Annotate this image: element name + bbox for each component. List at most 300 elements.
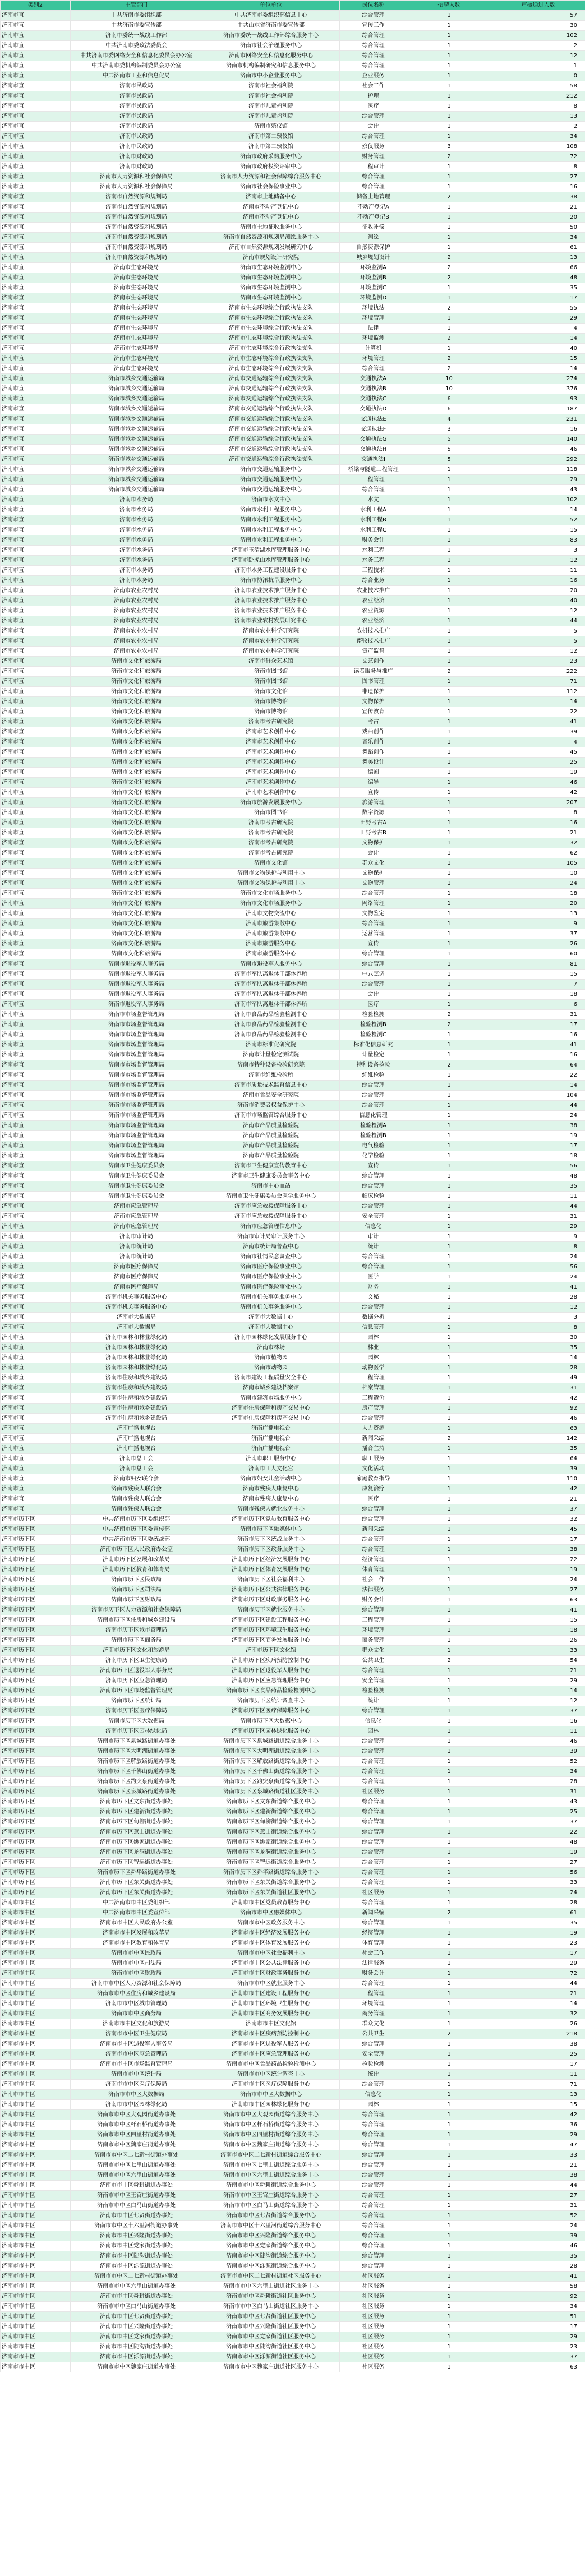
cell-department: 济南市统计局 <box>71 1242 202 1252</box>
table-row <box>1 697 585 707</box>
cell-department: 济南市应急管理局 <box>71 1202 202 1212</box>
table-row <box>1 1282 585 1292</box>
cell-unit: 济南市残疾人康复中心 <box>202 1494 340 1504</box>
table-row <box>1 243 585 253</box>
cell-unit: 济南市规划设计研究院 <box>202 253 340 263</box>
cell-department: 济南市生态环境局 <box>71 283 202 293</box>
cell-headcount: 1 <box>407 1515 491 1525</box>
cell-unit: 济南市旅游集散中心 <box>202 929 340 939</box>
cell-approved: 46 <box>491 2241 585 2251</box>
table-row <box>1 808 585 818</box>
table-row <box>1 778 585 788</box>
cell-headcount: 1 <box>407 2181 491 2191</box>
cell-approved: 5 <box>491 636 585 647</box>
cell-unit: 济南市质量技术监督信息中心 <box>202 1081 340 1091</box>
cell-approved: 102 <box>491 495 585 505</box>
cell-headcount: 1 <box>407 1545 491 1555</box>
cell-unit: 中共山东省济南市委宣传部 <box>202 21 340 31</box>
cell-unit: 济南市市中区魏家庄街道社区服务中心 <box>202 2362 340 2372</box>
cell-category: 济南市市中区 <box>1 2292 71 2302</box>
cell-position: 文秘 <box>340 1292 407 1303</box>
cell-position: 社会工作 <box>340 1575 407 1585</box>
cell-department: 济南市卫生健康委员会 <box>71 1181 202 1192</box>
table-row <box>1 1393 585 1404</box>
cell-position: 考古 <box>340 717 407 727</box>
cell-approved: 52 <box>491 515 585 525</box>
cell-category: 济南市直 <box>1 142 71 152</box>
cell-headcount: 5 <box>407 455 491 465</box>
cell-category: 济南市直 <box>1 1292 71 1303</box>
cell-department: 济南市市中区白马山街道办事处 <box>71 2302 202 2312</box>
cell-category: 济南市市中区 <box>1 1908 71 1918</box>
cell-category: 济南市直 <box>1 324 71 334</box>
cell-approved: 21 <box>491 202 585 213</box>
table-row <box>1 636 585 647</box>
cell-approved: 26 <box>491 939 585 949</box>
cell-unit: 济南市第二殡仪馆 <box>202 132 340 142</box>
cell-department: 济南市卫生健康委员会 <box>71 1161 202 1171</box>
cell-headcount: 2 <box>407 273 491 283</box>
cell-unit: 济南市住房保障和房产交易中心 <box>202 1404 340 1414</box>
cell-headcount: 1 <box>407 1999 491 2009</box>
cell-department: 济南市市中区陡沟街道办事处 <box>71 2251 202 2261</box>
cell-department: 济南市市中区党家街道办事处 <box>71 2332 202 2342</box>
cell-category: 济南市直 <box>1 1050 71 1060</box>
cell-category: 济南市直 <box>1 788 71 798</box>
cell-headcount: 1 <box>407 657 491 667</box>
cell-category: 济南市直 <box>1 808 71 818</box>
cell-unit: 济南市中心血站 <box>202 1181 340 1192</box>
cell-department: 济南市历下区泉城路街道办事处 <box>71 1787 202 1797</box>
cell-approved: 22 <box>491 707 585 717</box>
cell-category: 济南市市中区 <box>1 2282 71 2292</box>
cell-category: 济南市市中区 <box>1 2039 71 2049</box>
table-row <box>1 2029 585 2039</box>
cell-approved: 17 <box>491 1141 585 1151</box>
cell-unit: 济南市农业农村发展研究中心 <box>202 616 340 626</box>
cell-headcount: 1 <box>407 2261 491 2272</box>
cell-department: 济南市城乡交通运输局 <box>71 485 202 495</box>
cell-headcount: 1 <box>407 1646 491 1656</box>
cell-department: 济南市卫生健康委员会 <box>71 1192 202 1202</box>
cell-unit: 济南市生态环境综合行政执法支队 <box>202 324 340 334</box>
cell-category: 济南市市中区 <box>1 1949 71 1959</box>
cell-department: 济南市市中区七贤街道办事处 <box>71 2312 202 2322</box>
cell-department: 济南市历下区医疗保障局 <box>71 1706 202 1716</box>
cell-department: 济南市历下区应急管理局 <box>71 1676 202 1686</box>
cell-headcount: 1 <box>407 81 491 91</box>
cell-position: 环境管理 <box>340 354 407 364</box>
table-row <box>1 1323 585 1333</box>
cell-unit: 济南市卫生健康委员会事务中心 <box>202 1171 340 1181</box>
table-row <box>1 303 585 313</box>
cell-headcount: 1 <box>407 2019 491 2029</box>
cell-position: 会计 <box>340 122 407 132</box>
cell-category: 济南市市中区 <box>1 1979 71 1989</box>
cell-category: 济南市直 <box>1 81 71 91</box>
cell-department: 中共济南市委网络安全和信息化委员会办公室 <box>71 51 202 61</box>
cell-headcount: 1 <box>407 2251 491 2261</box>
cell-approved: 24 <box>491 879 585 889</box>
cell-department: 济南市生态环境局 <box>71 303 202 313</box>
cell-approved: 60 <box>491 949 585 959</box>
cell-approved: 42 <box>491 2110 585 2120</box>
table-row <box>1 1898 585 1908</box>
cell-category: 济南市直 <box>1 122 71 132</box>
cell-department: 济南市生态环境局 <box>71 334 202 344</box>
cell-position: 安全管理 <box>340 2049 407 2060</box>
cell-position: 检验检测 <box>340 2060 407 2070</box>
table-row <box>1 505 585 515</box>
cell-category: 济南市直 <box>1 1070 71 1081</box>
table-row <box>1 1434 585 1444</box>
cell-position: 商务管理 <box>340 1636 407 1646</box>
cell-position: 交通执法I <box>340 455 407 465</box>
cell-approved: 38 <box>491 192 585 202</box>
cell-category: 济南市直 <box>1 556 71 566</box>
cell-category: 济南市市中区 <box>1 2251 71 2261</box>
cell-category: 济南市直 <box>1 848 71 858</box>
cell-position: 公共卫生 <box>340 1656 407 1666</box>
cell-approved: 23 <box>491 657 585 667</box>
cell-headcount: 1 <box>407 41 491 51</box>
cell-department: 济南市历下区文化和旅游局 <box>71 1646 202 1656</box>
cell-category: 济南市直 <box>1 1232 71 1242</box>
cell-department: 济南市文化和旅游局 <box>71 858 202 869</box>
cell-headcount: 1 <box>407 1938 491 1949</box>
table-row <box>1 899 585 909</box>
cell-headcount: 1 <box>407 1101 491 1111</box>
cell-approved: 37 <box>491 1706 585 1716</box>
cell-headcount: 1 <box>407 697 491 707</box>
table-row <box>1 2019 585 2029</box>
table-row <box>1 949 585 959</box>
cell-position: 综合管理 <box>340 1535 407 1545</box>
table-row <box>1 1696 585 1706</box>
cell-approved: 83 <box>491 535 585 546</box>
table-row <box>1 747 585 758</box>
cell-headcount: 1 <box>407 606 491 616</box>
cell-headcount: 1 <box>407 768 491 778</box>
cell-headcount: 1 <box>407 2241 491 2251</box>
cell-approved: 8 <box>491 1323 585 1333</box>
cell-category: 济南市历下区 <box>1 1848 71 1858</box>
cell-unit: 济南市市中区建设工程服务中心 <box>202 1989 340 1999</box>
table-row <box>1 404 585 414</box>
cell-unit: 济南市防汛抗旱服务中心 <box>202 576 340 586</box>
cell-approved: 45 <box>491 747 585 758</box>
cell-approved: 24 <box>491 1272 585 1282</box>
cell-department: 济南市大数据局 <box>71 1313 202 1323</box>
cell-position: 交通执法E <box>340 414 407 424</box>
cell-category: 济南市直 <box>1 1444 71 1454</box>
cell-position: 综合管理 <box>340 2201 407 2211</box>
cell-headcount: 1 <box>407 1817 491 1827</box>
cell-headcount: 1 <box>407 2120 491 2130</box>
cell-department: 济南市文化和旅游局 <box>71 848 202 858</box>
cell-position: 综合管理 <box>340 1797 407 1807</box>
cell-category: 济南市历下区 <box>1 1757 71 1767</box>
cell-category: 济南市直 <box>1 535 71 546</box>
cell-category: 济南市历下区 <box>1 1545 71 1555</box>
cell-unit: 济南市历下区环境卫生服务中心 <box>202 1626 340 1636</box>
cell-approved: 46 <box>491 778 585 788</box>
cell-category: 济南市市中区 <box>1 1969 71 1979</box>
cell-approved: 3 <box>491 1313 585 1323</box>
cell-unit: 济南市历下区解放路街道综合服务中心 <box>202 1757 340 1767</box>
cell-position: 数字资源 <box>340 808 407 818</box>
cell-unit: 济南市医疗保险事业中心 <box>202 1262 340 1272</box>
cell-department: 济南市生态环境局 <box>71 364 202 374</box>
cell-headcount: 1 <box>407 1858 491 1868</box>
cell-position: 播音主持 <box>340 1444 407 1454</box>
cell-approved: 16 <box>491 818 585 828</box>
cell-approved: 2 <box>491 122 585 132</box>
cell-position: 综合管理 <box>340 1545 407 1555</box>
cell-department: 济南市总工会 <box>71 1454 202 1464</box>
cell-headcount: 1 <box>407 2292 491 2302</box>
cell-headcount: 1 <box>407 758 491 768</box>
cell-position: 社会工作 <box>340 81 407 91</box>
cell-approved: 5 <box>491 626 585 636</box>
cell-headcount: 1 <box>407 1494 491 1504</box>
cell-category: 济南市市中区 <box>1 2261 71 2272</box>
table-body <box>1 11 585 2372</box>
cell-category: 济南市直 <box>1 1111 71 1121</box>
cell-position: 统计 <box>340 1242 407 1252</box>
cell-department: 济南市历下区退役军人事务局 <box>71 1666 202 1676</box>
cell-unit: 济南市历下区医疗保障服务中心 <box>202 1706 340 1716</box>
cell-position: 综合管理 <box>340 1101 407 1111</box>
cell-position: 文物保护 <box>340 697 407 707</box>
cell-department: 济南市生态环境局 <box>71 313 202 324</box>
cell-headcount: 1 <box>407 324 491 334</box>
cell-unit: 济南市市中区魏家庄街道综合服务中心 <box>202 2140 340 2150</box>
cell-position: 检验检测B <box>340 1020 407 1030</box>
cell-position: 综合管理 <box>340 1817 407 1827</box>
cell-department: 济南市水务局 <box>71 535 202 546</box>
cell-category: 济南市直 <box>1 1303 71 1313</box>
table-row <box>1 1212 585 1222</box>
cell-unit: 济南市植物园 <box>202 1353 340 1363</box>
cell-category: 济南市直 <box>1 293 71 303</box>
cell-unit: 济南市市中区泺源街道综合服务中心 <box>202 2261 340 2272</box>
cell-category: 济南市直 <box>1 1222 71 1232</box>
cell-department: 济南市城乡交通运输局 <box>71 475 202 485</box>
cell-headcount: 1 <box>407 1070 491 1081</box>
table-row <box>1 233 585 243</box>
cell-unit: 济南市文物交流中心 <box>202 909 340 919</box>
cell-department: 济南市人力资源和社会保障局 <box>71 182 202 192</box>
table-row <box>1 192 585 202</box>
cell-unit: 济南市市中区杆石桥街道综合服务中心 <box>202 2120 340 2130</box>
cell-position: 园林 <box>340 1726 407 1737</box>
cell-headcount: 1 <box>407 495 491 505</box>
cell-category: 济南市直 <box>1 1282 71 1292</box>
cell-approved: 34 <box>491 2302 585 2312</box>
cell-unit: 济南市市中区兴隆街道综合服务中心 <box>202 2231 340 2241</box>
cell-unit: 济南市历下区园林绿化服务中心 <box>202 1726 340 1737</box>
cell-approved: 58 <box>491 81 585 91</box>
cell-headcount: 1 <box>407 2221 491 2231</box>
cell-position: 经济管理 <box>340 1555 407 1565</box>
cell-headcount: 1 <box>407 647 491 657</box>
cell-position: 综合管理 <box>340 1767 407 1777</box>
cell-headcount: 1 <box>407 747 491 758</box>
cell-category: 济南市直 <box>1 1333 71 1343</box>
cell-headcount: 1 <box>407 1615 491 1626</box>
cell-unit: 济南市历下区统计调查中心 <box>202 1696 340 1706</box>
cell-approved: 19 <box>491 1131 585 1141</box>
cell-category: 济南市直 <box>1 970 71 980</box>
cell-headcount: 1 <box>407 1464 491 1474</box>
cell-approved: 17 <box>491 2060 585 2070</box>
cell-approved: 18 <box>491 889 585 899</box>
table-row <box>1 21 585 31</box>
cell-approved: 16 <box>491 424 585 435</box>
cell-unit: 济南市食品安全研究院 <box>202 1091 340 1101</box>
cell-category: 济南市直 <box>1 1373 71 1383</box>
cell-position: 不动产登记B <box>340 213 407 223</box>
cell-unit: 济南市艺术创作中心 <box>202 727 340 737</box>
cell-position: 城乡规划设计 <box>340 253 407 263</box>
cell-department: 济南市市中区王官庄街道办事处 <box>71 2191 202 2201</box>
cell-unit: 济南市历下区千佛山街道综合服务中心 <box>202 1767 340 1777</box>
cell-department: 济南市市中区应急管理局 <box>71 2049 202 2060</box>
cell-category: 济南市直 <box>1 465 71 475</box>
cell-unit: 济南市文物保护与利用中心 <box>202 879 340 889</box>
table-row <box>1 1737 585 1747</box>
table-row <box>1 1666 585 1676</box>
table-row <box>1 465 585 475</box>
cell-position: 社区服务 <box>340 2302 407 2312</box>
cell-headcount: 1 <box>407 2080 491 2090</box>
cell-category: 济南市直 <box>1 939 71 949</box>
cell-approved: 48 <box>491 273 585 283</box>
cell-headcount: 1 <box>407 798 491 808</box>
cell-unit: 济南市水利工程服务中心 <box>202 505 340 515</box>
cell-headcount: 6 <box>407 404 491 414</box>
cell-category: 济南市市中区 <box>1 1938 71 1949</box>
cell-department: 济南市市场监督管理局 <box>71 1050 202 1060</box>
table-row <box>1 909 585 919</box>
cell-department: 济南市生态环境局 <box>71 324 202 334</box>
cell-unit: 济南市历下区大明湖街道综合服务中心 <box>202 1747 340 1757</box>
cell-headcount: 1 <box>407 1928 491 1938</box>
cell-headcount: 2 <box>407 253 491 263</box>
cell-approved: 118 <box>491 465 585 475</box>
cell-unit: 济南市机关事务服务中心 <box>202 1292 340 1303</box>
cell-category: 济南市历下区 <box>1 1706 71 1716</box>
cell-approved: 24 <box>491 1252 585 1262</box>
cell-category: 济南市直 <box>1 1151 71 1161</box>
table-row <box>1 2231 585 2241</box>
cell-department: 济南市文化和旅游局 <box>71 879 202 889</box>
cell-unit: 济南市历下区社会福利中心 <box>202 1575 340 1585</box>
cell-category: 济南市直 <box>1 1101 71 1111</box>
header-category: 类别2 <box>1 1 71 11</box>
cell-unit: 济南市动物园 <box>202 1363 340 1373</box>
cell-unit: 济南市农业技术推广服务中心 <box>202 586 340 596</box>
cell-headcount: 1 <box>407 2090 491 2100</box>
table-row <box>1 1424 585 1434</box>
cell-headcount: 1 <box>407 990 491 1000</box>
cell-approved: 61 <box>491 1908 585 1918</box>
cell-unit: 济南市艺术创作中心 <box>202 768 340 778</box>
cell-position: 安全管理 <box>340 1212 407 1222</box>
cell-category: 济南市直 <box>1 303 71 313</box>
cell-unit: 济南市生态环境综合行政执法支队 <box>202 334 340 344</box>
cell-unit: 济南市文物保护与利用中心 <box>202 869 340 879</box>
table-row <box>1 1060 585 1070</box>
cell-department: 济南市市场监督管理局 <box>71 1030 202 1040</box>
cell-category: 济南市历下区 <box>1 1696 71 1706</box>
cell-position: 综合管理 <box>340 2241 407 2251</box>
cell-position: 综合管理 <box>340 2171 407 2181</box>
cell-unit: 济南市交通运输综合行政执法支队 <box>202 424 340 435</box>
table-row <box>1 253 585 263</box>
cell-headcount: 1 <box>407 939 491 949</box>
cell-category: 济南市直 <box>1 1313 71 1323</box>
cell-category: 济南市市中区 <box>1 2231 71 2241</box>
cell-unit: 济南市市中区财政事务服务中心 <box>202 1969 340 1979</box>
cell-category: 济南市直 <box>1 1474 71 1484</box>
cell-department: 济南市历下区司法局 <box>71 1585 202 1595</box>
cell-unit: 济南市历下区政务服务中心 <box>202 1545 340 1555</box>
table-row <box>1 1777 585 1787</box>
cell-approved: 8 <box>491 808 585 818</box>
table-row <box>1 91 585 101</box>
cell-unit: 济南市市中区陡沟街道综合服务中心 <box>202 2251 340 2261</box>
cell-department: 济南市自然资源和规划局 <box>71 233 202 243</box>
cell-unit: 济南市城乡建设档案馆 <box>202 1383 340 1393</box>
cell-position: 综合管理 <box>340 41 407 51</box>
cell-department: 济南市文化和旅游局 <box>71 869 202 879</box>
cell-position: 综合管理 <box>340 1081 407 1091</box>
cell-headcount: 1 <box>407 2060 491 2070</box>
cell-unit: 济南市产品质量检验院 <box>202 1151 340 1161</box>
cell-position: 环境监测A <box>340 263 407 273</box>
cell-headcount: 1 <box>407 1242 491 1252</box>
cell-position: 标准化信息研究 <box>340 1040 407 1050</box>
cell-headcount: 1 <box>407 31 491 41</box>
cell-category: 济南市历下区 <box>1 1626 71 1636</box>
cell-category: 济南市直 <box>1 1181 71 1192</box>
cell-unit: 济南市市中区疾病预防控制中心 <box>202 2029 340 2039</box>
cell-position: 统计 <box>340 2070 407 2080</box>
cell-department: 济南市园林和林业绿化局 <box>71 1353 202 1363</box>
cell-department: 济南市文化和旅游局 <box>71 889 202 899</box>
cell-position: 综合管理 <box>340 2150 407 2160</box>
cell-headcount: 1 <box>407 1949 491 1959</box>
cell-category: 济南市直 <box>1 576 71 586</box>
cell-headcount: 3 <box>407 142 491 152</box>
table-row <box>1 213 585 223</box>
cell-unit: 济南市军队离退休干部休养所 <box>202 980 340 990</box>
cell-position: 综合管理 <box>340 1262 407 1272</box>
cell-category: 济南市直 <box>1 636 71 647</box>
cell-category: 济南市历下区 <box>1 1636 71 1646</box>
cell-headcount: 1 <box>407 1181 491 1192</box>
cell-position: 殡仪服务 <box>340 142 407 152</box>
table-row <box>1 2120 585 2130</box>
table-row <box>1 2009 585 2019</box>
cell-department: 济南市农业农村局 <box>71 636 202 647</box>
cell-headcount: 2 <box>407 1908 491 1918</box>
cell-department: 济南市市场监督管理局 <box>71 1141 202 1151</box>
cell-department: 济南市市场监督管理局 <box>71 1020 202 1030</box>
cell-position: 宣传 <box>340 788 407 798</box>
